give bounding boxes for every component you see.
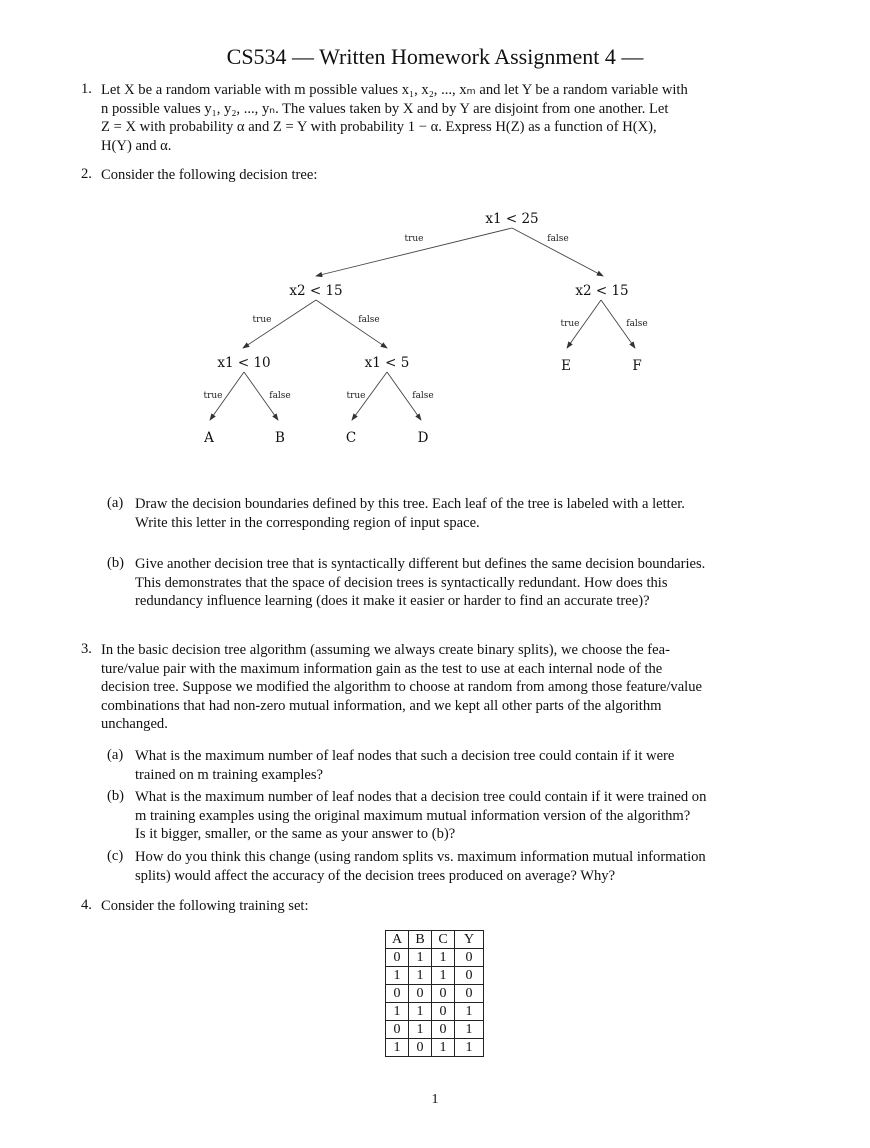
q1-line-2: n possible values y₁, y₂, ..., yₙ. The values taken by X and by Y are disjoint from one another. Let: [101, 100, 669, 117]
q2a-label: (a): [107, 495, 124, 511]
q2a-line-1: Draw the decision boundaries defined by this tree. Each leaf of the tree is labeled with a letter.: [135, 496, 685, 512]
table-cell: 0: [409, 1039, 432, 1057]
node-root: x1 < 25: [485, 211, 539, 227]
label-root-true: true: [404, 234, 424, 244]
q1-number: 1.: [81, 81, 92, 97]
table-cell: 0: [455, 985, 484, 1003]
table-cell: 0: [432, 1003, 455, 1021]
leaf-f: F: [632, 358, 642, 374]
table-cell: 1: [386, 1039, 409, 1057]
table-row: [386, 967, 484, 985]
q4-intro: Consider the following training set:: [101, 898, 309, 914]
table-cell: 1: [409, 949, 432, 967]
node-left-mid: x2 < 15: [289, 283, 343, 299]
table-cell: 1: [432, 967, 455, 985]
table-cell: 0: [455, 949, 484, 967]
table-row: [386, 1003, 484, 1021]
table-cell: 1: [455, 1039, 484, 1057]
label-lr-true: true: [346, 391, 366, 401]
table-cell: 0: [432, 985, 455, 1003]
q3a-line-2: trained on m training examples?: [135, 766, 324, 783]
node-right-mid: x2 < 15: [575, 283, 629, 299]
q3b-text: [135, 788, 790, 844]
table-row: [386, 1021, 484, 1039]
table-cell: 1: [409, 1003, 432, 1021]
label-lm-false: false: [358, 315, 380, 325]
leaf-b: B: [275, 430, 285, 446]
table-cell: 1: [455, 1021, 484, 1039]
table-cell: 1: [455, 1003, 484, 1021]
table-header: B: [409, 931, 432, 949]
table-cell: 0: [386, 985, 409, 1003]
q2b-line-2: This demonstrates that the space of decision trees is syntactically redundant. How does this: [135, 574, 668, 591]
table-cell: 0: [409, 985, 432, 1003]
table-row: [386, 949, 484, 967]
table-cell: 1: [409, 1021, 432, 1039]
table-cell: 1: [386, 967, 409, 985]
q3b-line-3: Is it bigger, smaller, or the same as your answer to (b)?: [135, 826, 456, 843]
q2-number: 2.: [81, 166, 92, 182]
q3b-label: (b): [107, 788, 125, 804]
q2b-line-3: redundancy influence learning (does it make it easier or harder to find an accurate tree)?: [135, 593, 650, 610]
training-set-table: [385, 930, 484, 1057]
q3-line-5: unchanged.: [101, 716, 168, 733]
page-title: CS534 — Written Homework Assignment 4 —: [226, 44, 644, 69]
q3-number: 3.: [81, 641, 92, 657]
decision-tree-diagram: [0, 0, 870, 460]
leaf-d: D: [417, 430, 429, 446]
table-cell: 1: [386, 1003, 409, 1021]
node-ll: x1 < 10: [217, 355, 271, 371]
q3-line-1: In the basic decision tree algorithm (assuming we always create binary splits), we choose the fea-: [101, 642, 670, 658]
label-lm-true: true: [252, 315, 272, 325]
label-ll-true: true: [203, 391, 223, 401]
q2b-line-1: Give another decision tree that is syntactically different but defines the same decision boundaries.: [135, 556, 706, 572]
table-row: [386, 985, 484, 1003]
label-lr-false: false: [412, 391, 434, 401]
label-rm-true: true: [560, 319, 580, 329]
table-cell: 0: [386, 1021, 409, 1039]
q3c-line-2: splits) would affect the accuracy of the decision trees produced on average? Why?: [135, 867, 616, 884]
q2a-line-2: Write this letter in the corresponding region of input space.: [135, 514, 480, 531]
q3-line-3: decision tree. Suppose we modified the algorithm to choose at random from among those feature/value: [101, 679, 703, 696]
table-row: [386, 1039, 484, 1057]
q1-line-1: Let X be a random variable with m possible values x₁, x₂, ..., xₘ and let Y be a random variable with: [101, 82, 688, 98]
label-rm-false: false: [626, 319, 648, 329]
table-header: Y: [455, 931, 484, 949]
q3b-line-2: m training examples using the original maximum mutual information version of the algorithm?: [135, 807, 691, 824]
node-lr: x1 < 5: [364, 355, 410, 371]
q3-line-4: combinations that had non-zero mutual information, and we kept all other parts of the algorithm: [101, 697, 662, 714]
table-cell: 1: [409, 967, 432, 985]
q2b-label: (b): [107, 555, 125, 571]
q3a-label: (a): [107, 747, 124, 763]
q3c-line-1: How do you think this change (using random splits vs. maximum information mutual information: [135, 849, 706, 865]
table-cell: 1: [432, 1039, 455, 1057]
q3c-label: (c): [107, 848, 124, 864]
q3c-text: [135, 848, 790, 885]
label-root-false: false: [547, 234, 569, 244]
leaf-e: E: [561, 358, 571, 374]
label-ll-false: false: [269, 391, 291, 401]
q3-text: [101, 641, 790, 734]
table-cell: 0: [432, 1021, 455, 1039]
leaf-c: C: [345, 430, 357, 446]
q2b-text: [135, 555, 790, 611]
table-cell: 0: [386, 949, 409, 967]
leaf-a: A: [204, 430, 214, 446]
page-number: 1: [431, 1092, 439, 1107]
q3b-line-1: What is the maximum number of leaf nodes that a decision tree could contain if it were trained on: [135, 789, 707, 805]
q3a-line-1: What is the maximum number of leaf nodes that such a decision tree could contain if it were: [135, 748, 675, 764]
table-header: C: [432, 931, 455, 949]
q3-line-2: ture/value pair with the maximum information gain as the test to use at each internal node of the: [101, 660, 663, 677]
q3a-text: [135, 747, 790, 784]
q2-intro: Consider the following decision tree:: [101, 167, 318, 183]
table-header: A: [386, 931, 409, 949]
table-cell: 0: [455, 967, 484, 985]
q1-line-4: H(Y) and α.: [101, 137, 172, 154]
q2a-text: [135, 495, 790, 532]
q1-line-3: Z = X with probability α and Z = Y with probability 1 − α. Express H(Z) as a function of H(X),: [101, 119, 657, 136]
q4-number: 4.: [81, 897, 92, 913]
table-header-row: [386, 931, 484, 949]
table-cell: 1: [432, 949, 455, 967]
